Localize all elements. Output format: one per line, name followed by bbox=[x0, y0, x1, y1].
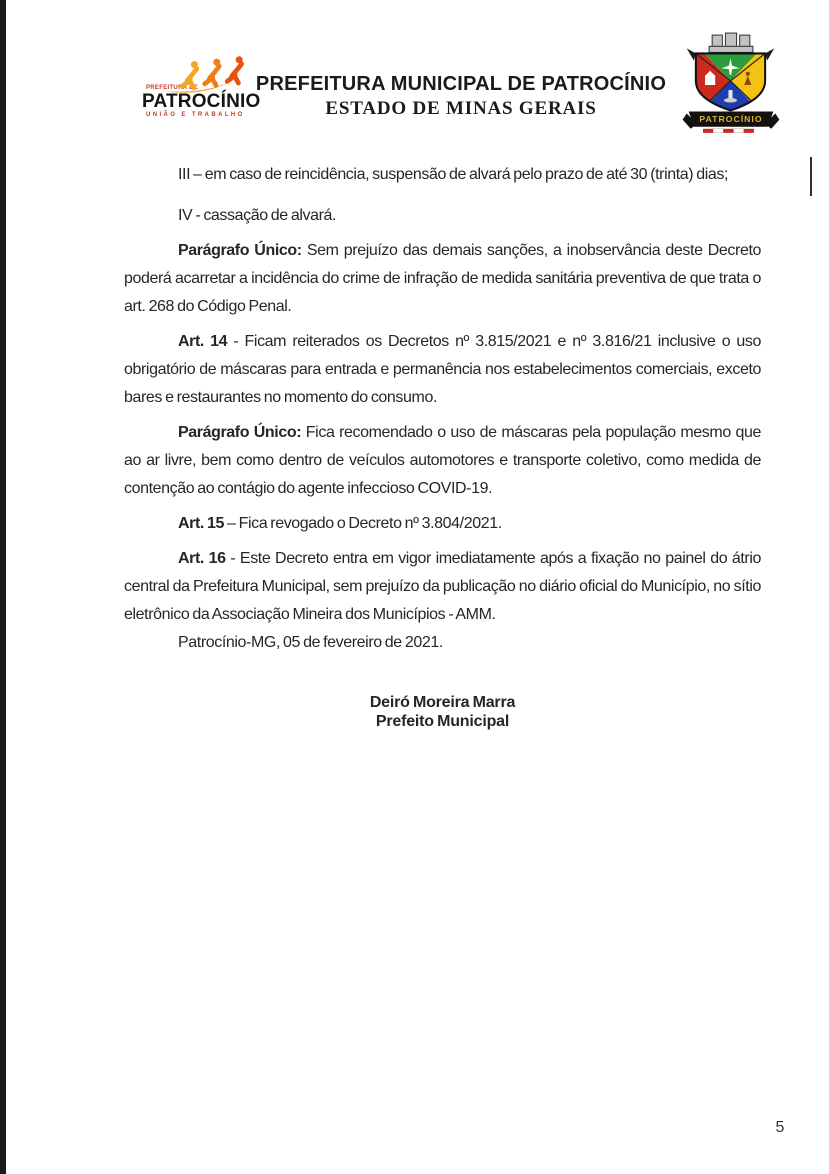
clause-text: Sem prejuízo das demais sanções, a inobservância deste Decreto poderá acarretar a incidência do crime de infração de medida sanitária preventiva de que trata o art. 268 do Código Penal. bbox=[124, 242, 761, 315]
art-16 bbox=[124, 545, 761, 629]
clause-text: Fica recomendado o uso de máscaras pela população mesmo que ao ar livre, bem como dentro de veículos automotores e transporte coletivo, como medida de contenção ao contágio do agente infeccioso COVID-19. bbox=[124, 424, 761, 497]
clause-lead: Parágrafo Único: bbox=[178, 242, 302, 259]
art-14 bbox=[124, 328, 761, 412]
page-number: 5 bbox=[775, 1119, 785, 1136]
paragrafo-unico-1 bbox=[124, 237, 761, 321]
clause-text: IV - cassação de alvará. bbox=[178, 207, 337, 224]
letterhead-title: PREFEITURA MUNICIPAL DE PATROCÍNIO bbox=[255, 73, 667, 95]
logo-pretitle: PREFEITURA DE bbox=[146, 85, 199, 91]
city-hall-logo bbox=[142, 53, 262, 135]
scan-edge-strip bbox=[0, 0, 6, 1174]
clause-lead: Art. 15 bbox=[178, 515, 224, 532]
scan-artifact-line bbox=[810, 157, 812, 196]
letterhead-subtitle: ESTADO DE MINAS GERAIS bbox=[325, 98, 597, 119]
logo-city-name: PATROCÍNIO bbox=[142, 91, 261, 112]
logo-slogan: UNIÃO E TRABALHO bbox=[146, 112, 245, 118]
clause-iv bbox=[124, 202, 761, 230]
clause-text: - Ficam reiterados os Decretos nº 3.815/2021 e nº 3.816/21 inclusive o uso obrigatório de máscaras para entrada e permanência nos estabelecimentos comerciais, exceto bares e restaurantes no momento do consumo. bbox=[124, 333, 762, 406]
clause-text: – Fica revogado o Decreto nº 3.804/2021. bbox=[224, 515, 502, 532]
clause-lead: Art. 16 bbox=[178, 550, 226, 567]
dateline: Patrocínio-MG, 05 de fevereiro de 2021. bbox=[178, 634, 443, 651]
clause-text: III – em caso de reincidência, suspensão de alvará pelo prazo de até 30 (trinta) dias; bbox=[178, 166, 729, 183]
clause-lead: Art. 14 bbox=[178, 333, 228, 350]
signature-role: Prefeito Municipal bbox=[375, 712, 510, 730]
coat-of-arms-icon bbox=[682, 30, 780, 140]
signature-block bbox=[124, 694, 761, 731]
clause-text: - Este Decreto entra em vigor imediatamente após a fixação no painel do átrio central da Prefeitura Municipal, sem prejuízo da publicação no diário oficial do Município, no sítio eletrônico da Associação Mineira dos Municípios - AMM. bbox=[124, 550, 761, 623]
crest-banner-text: PATROCÍNIO bbox=[699, 114, 763, 125]
decree-text bbox=[124, 161, 761, 731]
clause-iii bbox=[124, 161, 761, 189]
art-15 bbox=[124, 510, 761, 538]
letterhead bbox=[256, 72, 666, 121]
signature-name: Deiró Moreira Marra bbox=[369, 694, 516, 711]
clause-lead: Parágrafo Único: bbox=[178, 424, 302, 441]
paragrafo-unico-2 bbox=[124, 419, 761, 503]
